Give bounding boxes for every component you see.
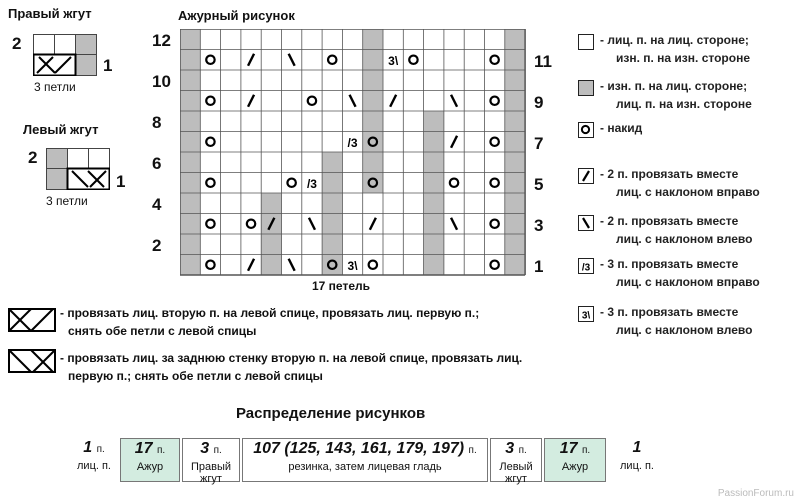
yarn-over-icon bbox=[490, 220, 498, 228]
distribution-cell bbox=[490, 438, 542, 485]
distribution-unit: п. bbox=[582, 445, 591, 456]
chart-purl-cell bbox=[322, 214, 342, 235]
k3tog-left-icon: 3\ bbox=[388, 53, 399, 68]
distribution-count: 17 bbox=[559, 440, 578, 457]
right-cable-row-left: 2 bbox=[12, 34, 22, 53]
chart-purl-cell bbox=[363, 132, 383, 153]
left-cable-title: Левый жгут bbox=[23, 122, 99, 137]
distribution-label: Ажур bbox=[561, 461, 589, 473]
chart-purl-cell bbox=[505, 173, 525, 194]
chart-purl-cell bbox=[363, 173, 383, 194]
chart-purl-cell bbox=[505, 111, 525, 132]
chart-purl-cell bbox=[180, 29, 200, 50]
chart-purl-cell bbox=[505, 50, 525, 71]
chart-purl-cell bbox=[180, 173, 200, 194]
legend-text: - 3 п. провязать вместе bbox=[600, 257, 739, 271]
legend-text: - изн. п. на лиц. стороне; bbox=[600, 79, 748, 93]
chart-purl-cell bbox=[363, 152, 383, 173]
chart-purl-cell bbox=[322, 173, 342, 194]
chart-purl-cell bbox=[505, 214, 525, 235]
right-cable-caption: 3 петли bbox=[34, 80, 76, 94]
legend-slash-icon bbox=[578, 168, 594, 184]
legend-text: лиц. п. на изн. стороне bbox=[616, 97, 752, 111]
yarn-over-icon bbox=[328, 56, 336, 64]
k2tog-right-icon bbox=[451, 136, 457, 148]
k2tog-left-icon bbox=[451, 95, 457, 107]
chart-purl-cell bbox=[505, 70, 525, 91]
yarn-over-icon bbox=[308, 97, 316, 105]
lace-title: Ажурный рисунок bbox=[178, 8, 295, 23]
chart-purl-cell bbox=[180, 152, 200, 173]
chart-purl-cell bbox=[322, 234, 342, 255]
yarn-over-icon bbox=[490, 179, 498, 187]
distribution-unit: п. bbox=[213, 445, 222, 456]
lace-row-number: 1 bbox=[534, 256, 544, 276]
distribution-count: 3 bbox=[505, 440, 515, 457]
chart-purl-cell bbox=[180, 193, 200, 214]
legend-gray-icon bbox=[578, 80, 594, 96]
legend-text: - 2 п. провязать вместе bbox=[600, 167, 739, 181]
svg-text:3\: 3\ bbox=[581, 310, 591, 321]
distribution-count: 1 bbox=[632, 439, 642, 456]
svg-text:/3: /3 bbox=[581, 262, 591, 273]
yarn-over-icon bbox=[287, 179, 295, 187]
chart-purl-cell bbox=[180, 70, 200, 91]
chart-purl-cell bbox=[363, 50, 383, 71]
legend-k3l-icon bbox=[578, 306, 594, 322]
lace-row-number: 8 bbox=[152, 113, 162, 132]
distribution-unit: п. bbox=[96, 444, 105, 455]
distribution-cell bbox=[120, 438, 180, 482]
legend-empty-icon bbox=[578, 34, 594, 50]
chart-purl-cell bbox=[505, 91, 525, 112]
yarn-over-icon bbox=[206, 56, 214, 64]
yarn-over-icon bbox=[490, 261, 498, 269]
chart-purl-cell bbox=[180, 50, 200, 71]
chart-purl-cell bbox=[180, 255, 200, 276]
chart-purl-cell bbox=[505, 132, 525, 153]
lace-caption: 17 петель bbox=[312, 279, 370, 293]
distribution-title: Распределение рисунков bbox=[236, 405, 426, 422]
chart-purl-cell bbox=[424, 152, 444, 173]
distribution-unit: п. bbox=[468, 445, 477, 456]
k2tog-left-icon bbox=[309, 218, 315, 230]
lace-row-number: 3 bbox=[534, 215, 544, 235]
k2tog-left-icon bbox=[289, 54, 295, 66]
chart-purl-cell bbox=[505, 29, 525, 50]
legend-text: лиц. с наклоном влево bbox=[616, 232, 753, 246]
distribution-unit: п. bbox=[518, 445, 527, 456]
k3tog-left-icon: 3\ bbox=[347, 258, 358, 273]
distribution-cell bbox=[182, 438, 240, 485]
legend-text: изн. п. на изн. стороне bbox=[616, 51, 750, 65]
yarn-over-icon bbox=[206, 179, 214, 187]
chart-purl-cell bbox=[322, 255, 342, 276]
chart-purl-cell bbox=[363, 111, 383, 132]
yarn-over-icon bbox=[450, 179, 458, 187]
yarn-over-icon bbox=[206, 220, 214, 228]
k2tog-right-icon bbox=[248, 95, 254, 107]
legend-text: лиц. с наклоном вправо bbox=[616, 185, 760, 199]
legend-text: - 3 п. провязать вместе bbox=[600, 305, 739, 319]
cable-left-legend-icon bbox=[8, 349, 56, 373]
right-cable-title: Правый жгут bbox=[8, 6, 92, 21]
chart-purl-cell bbox=[180, 234, 200, 255]
chart-purl-cell bbox=[261, 255, 281, 276]
chart-purl-cell bbox=[505, 152, 525, 173]
distribution-count: 1 bbox=[83, 439, 93, 456]
k2tog-right-icon bbox=[370, 218, 376, 230]
chart-purl-cell bbox=[424, 234, 444, 255]
legend-text: - 2 п. провязать вместе bbox=[600, 214, 739, 228]
chart-purl-cell bbox=[180, 91, 200, 112]
yarn-over-icon bbox=[409, 56, 417, 64]
cable-right-legend-icon bbox=[8, 308, 56, 332]
cable-left-legend-line2: первую п.; снять обе петли с левой спицы bbox=[68, 369, 323, 383]
distribution-label: лиц. п. bbox=[77, 460, 111, 472]
chart-purl-cell bbox=[424, 132, 444, 153]
chart-purl-cell bbox=[424, 214, 444, 235]
distribution-cell bbox=[70, 438, 118, 482]
lace-chart bbox=[180, 29, 526, 276]
lace-row-number: 5 bbox=[534, 174, 544, 194]
legend-text: лиц. с наклоном вправо bbox=[616, 275, 760, 289]
distribution-cell bbox=[608, 438, 666, 482]
chart-purl-cell bbox=[322, 152, 342, 173]
k2tog-right-icon bbox=[248, 259, 254, 271]
chart-purl-cell bbox=[363, 70, 383, 91]
yarn-over-icon bbox=[490, 97, 498, 105]
k2tog-left-icon bbox=[451, 218, 457, 230]
distribution-count: 3 bbox=[200, 440, 210, 457]
distribution-label: Левый жгут bbox=[499, 461, 533, 485]
yarn-over-icon bbox=[490, 56, 498, 64]
lace-row-number: 9 bbox=[534, 92, 544, 112]
chart-purl-cell bbox=[424, 111, 444, 132]
k2tog-right-icon bbox=[248, 54, 254, 66]
lace-row-number: 4 bbox=[152, 195, 162, 214]
k2tog-right-icon bbox=[390, 95, 396, 107]
k2tog-left-icon bbox=[350, 95, 356, 107]
lace-row-number: 2 bbox=[152, 236, 162, 255]
legend-yo-icon bbox=[578, 122, 594, 138]
chart-purl-cell bbox=[424, 193, 444, 214]
distribution-count: 17 bbox=[134, 440, 153, 457]
chart-purl-cell bbox=[180, 214, 200, 235]
legend-backslash-icon bbox=[578, 215, 594, 231]
chart-purl-cell bbox=[261, 234, 281, 255]
distribution-label: лиц. п. bbox=[620, 460, 654, 472]
chart-purl-cell bbox=[424, 255, 444, 276]
legend-text: лиц. с наклоном влево bbox=[616, 323, 753, 337]
lace-row-number: 12 bbox=[152, 31, 171, 50]
left-cable-caption: 3 петли bbox=[46, 194, 88, 208]
legend-k3r-icon bbox=[578, 258, 594, 274]
lace-row-number: 7 bbox=[534, 133, 544, 153]
distribution-label: резинка, затем лицевая гладь bbox=[288, 461, 442, 473]
k3tog-right-icon: /3 bbox=[306, 176, 317, 191]
distribution-cell bbox=[544, 438, 606, 482]
chart-purl-cell bbox=[180, 132, 200, 153]
distribution-cell bbox=[242, 438, 488, 482]
chart-purl-cell bbox=[363, 29, 383, 50]
cable-left-legend-line1: - провязать лиц. за заднюю стенку вторую п. на левой спице, провязать лиц. bbox=[60, 351, 523, 365]
chart-purl-cell bbox=[363, 91, 383, 112]
yarn-over-icon bbox=[490, 138, 498, 146]
distribution-label: Ажур bbox=[136, 461, 164, 473]
lace-row-number: 10 bbox=[152, 72, 171, 91]
cable-right-legend-line2: снять обе петли с левой спицы bbox=[68, 324, 257, 338]
chart-purl-cell bbox=[505, 255, 525, 276]
yarn-over-icon bbox=[206, 261, 214, 269]
left-cable-chart bbox=[46, 148, 110, 190]
chart-purl-cell bbox=[261, 193, 281, 214]
distribution-unit: п. bbox=[157, 445, 166, 456]
lace-row-number: 6 bbox=[152, 154, 162, 173]
k3tog-right-icon: /3 bbox=[347, 135, 358, 150]
distribution-label: Правый жгут bbox=[190, 461, 232, 485]
legend-text: - лиц. п. на лиц. стороне; bbox=[600, 33, 749, 47]
chart-purl-cell bbox=[322, 193, 342, 214]
right-cable-chart bbox=[33, 34, 97, 76]
legend-text: - накид bbox=[600, 121, 643, 135]
left-cable-row-left: 2 bbox=[28, 148, 38, 167]
lace-row-number: 11 bbox=[534, 51, 552, 71]
yarn-over-icon bbox=[206, 138, 214, 146]
cable-right-legend-line1: - провязать лиц. вторую п. на левой спице, провязать лиц. первую п.; bbox=[60, 306, 480, 320]
left-cable-row-right: 1 bbox=[116, 172, 126, 191]
chart-purl-cell bbox=[424, 173, 444, 194]
chart-purl-cell bbox=[180, 111, 200, 132]
yarn-over-icon bbox=[369, 261, 377, 269]
distribution-count: 107 (125, 143, 161, 179, 197) bbox=[253, 440, 465, 457]
chart-purl-cell bbox=[505, 193, 525, 214]
watermark: PassionForum.ru bbox=[717, 488, 794, 499]
right-cable-row-right: 1 bbox=[103, 56, 113, 75]
yarn-over-icon bbox=[247, 220, 255, 228]
k2tog-left-icon bbox=[289, 259, 295, 271]
chart-purl-cell bbox=[505, 234, 525, 255]
yarn-over-icon bbox=[206, 97, 214, 105]
